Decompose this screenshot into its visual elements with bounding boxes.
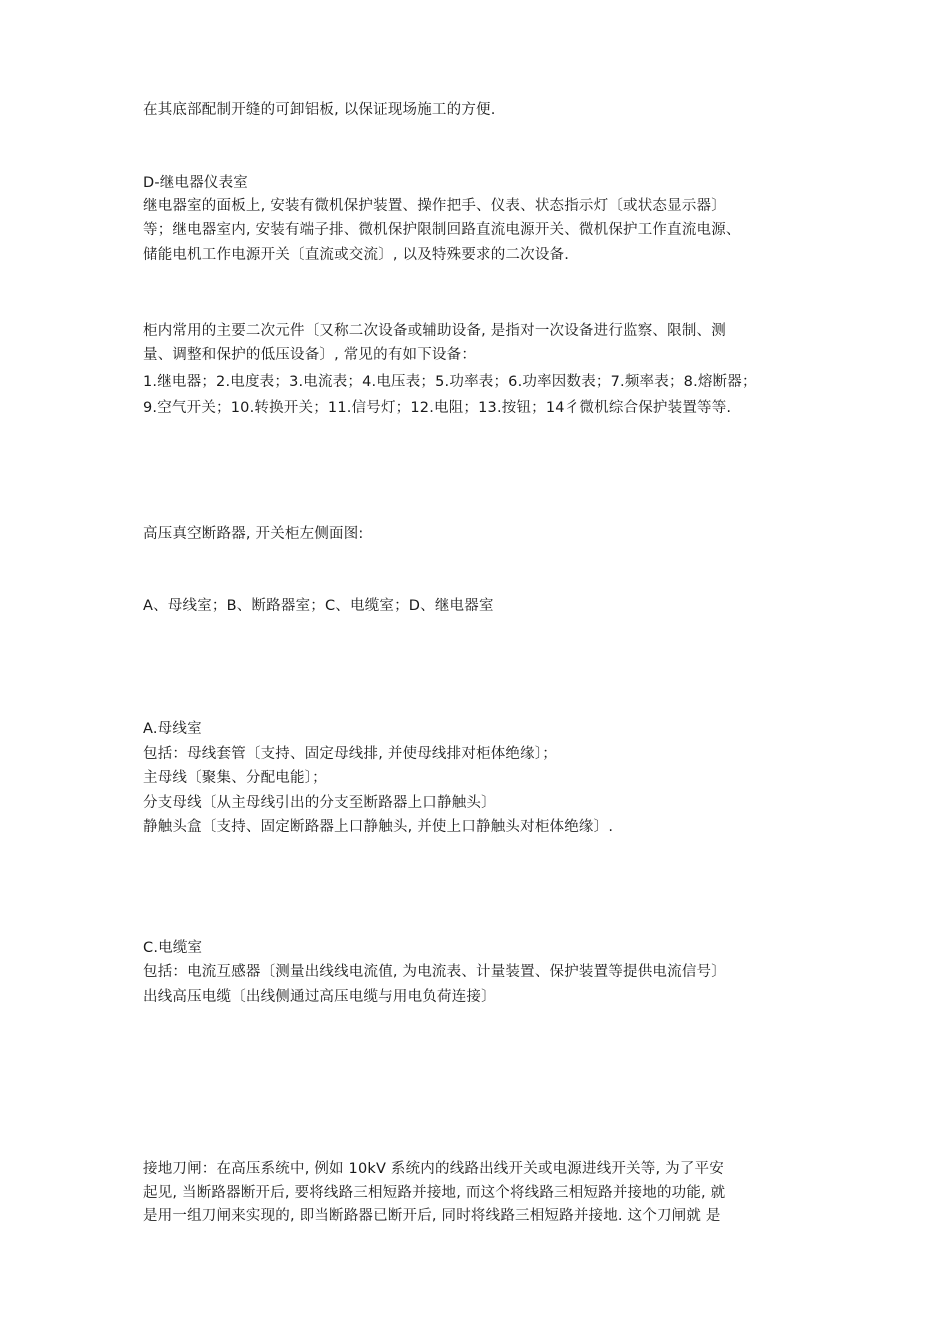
paragraph-line: 是用一组刀闸来实现的, 即当断路器已断开后, 同时将线路三相短路并接地. 这个刀闸就 是 — [143, 1208, 721, 1224]
paragraph-line: 起见, 当断路器断开后, 要将线路三相短路并接地, 而这个将线路三相短路并接地的功能, 就 — [143, 1185, 726, 1201]
paragraph-line: 包括：母线套管〔支持、固定母线排, 并使母线排对柜体绝缘〕； — [143, 746, 557, 762]
section-heading-c: C.电缆室 — [143, 940, 203, 956]
section-heading-d: D-继电器仪表室 — [143, 175, 248, 191]
equipment-list-line: 1.继电器；2.电度表；3.电流表；4.电压表；5.功率表；6.功率因数表；7.频率表；8.熔断器； — [143, 374, 757, 390]
rooms-list: A、母线室；B、断路器室；C、电缆室；D、继电器室 — [143, 598, 494, 614]
paragraph-line: 静触头盒〔支持、固定断路器上口静触头, 并使上口静触头对柜体绝缘〕. — [143, 819, 614, 835]
section-heading-a: A.母线室 — [143, 721, 202, 737]
paragraph-line: 等；继电器室内, 安装有端子排、微机保护限制回路直流电源开关、微机保护工作直流电源、 — [143, 222, 741, 238]
paragraph-line: 分支母线〔从主母线引出的分支至断路器上口静触头〕 — [143, 795, 496, 811]
paragraph-line: 主母线〔聚集、分配电能〕； — [143, 770, 327, 786]
paragraph-line: 出线高压电缆〔出线侧通过高压电缆与用电负荷连接〕 — [143, 989, 496, 1005]
paragraph-line: 量、调整和保护的低压设备〕, 常见的有如下设备： — [143, 347, 477, 363]
paragraph-line: 储能电机工作电源开关〔直流或交流〕, 以及特殊要求的二次设备. — [143, 247, 570, 263]
equipment-list-line: 9.空气开关；10.转换开关；11.信号灯；12.电阻；13.按钮；14彳微机综合保护装置等等. — [143, 400, 732, 416]
paragraph-line: 在其底部配制开缝的可卸铝板, 以保证现场施工的方便. — [143, 102, 496, 118]
paragraph-line: 接地刀闸：在高压系统中, 例如 10kV 系统内的线路出线开关或电源进线开关等, 为了平安 — [143, 1161, 724, 1177]
paragraph-line: 包括：电流互感器〔测量出线线电流值, 为电流表、计量装置、保护装置等提供电流信号〕 — [143, 964, 726, 980]
paragraph-line: 柜内常用的主要二次元件〔又称二次设备或辅助设备, 是指对一次设备进行监察、限制、测 — [143, 323, 726, 339]
paragraph-line: 高压真空断路器, 开关柜左侧面图: — [143, 526, 364, 542]
paragraph-line: 继电器室的面板上, 安装有微机保护装置、操作把手、仪表、状态指示灯〔或状态显示器〕 — [143, 198, 726, 214]
